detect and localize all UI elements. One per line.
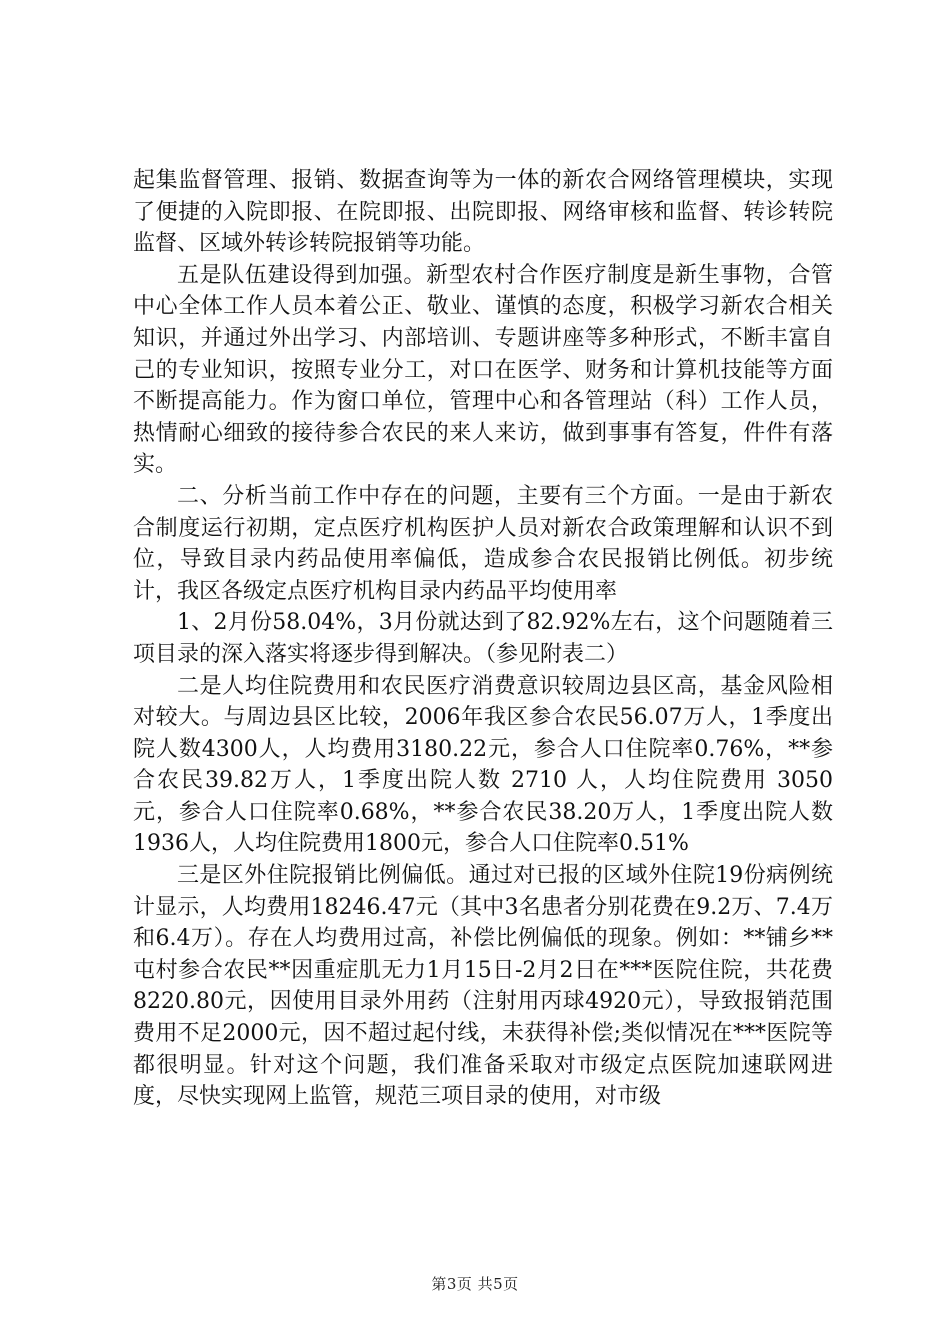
paragraph-hospitalization-cost: 二是人均住院费用和农民医疗消费意识较周边县区高，基金风险相对较大。与周边县区比较，2006年我区参合农民56.07万人，1季度出院人数4300人，人均费用3180.22元，参合人口住院率0.76%，**参合农民39.82万人，1季度出院人数 2710 人，人均住院费用 3050 元，参合人口住院率0.68%，**参合农民38.20万人，1季度出院人数1936人，人均住院费用1800元，参合人口住院率0.51% <box>133 673 833 857</box>
paragraph-team-building: 五是队伍建设得到加强。新型农村合作医疗制度是新生事物，合管中心全体工作人员本着公正、敬业、谨慎的态度，积极学习新农合相关知识，并通过外出学习、内部培训、专题讲座等多种形式，不断丰富自己的专业知识，按照专业分工，对口在医学、财务和计算机技能等方面不断提高能力。作为窗口单位，管理中心和各管理站（科）工作人员，热情耐心细致的接待参合农民的来人来访，做到事事有答复，件件有落实。 <box>133 262 833 478</box>
page-footer: 第3页 共5页 <box>431 1275 519 1293</box>
paragraph-drug-usage-rate: 1、2月份58.04%，3月份就达到了82.92%左右，这个问题随着三项目录的深入落实将逐步得到解决。（参见附表二） <box>133 610 833 667</box>
document-body <box>133 165 833 1113</box>
paragraph-out-of-region-reimbursement: 三是区外住院报销比例偏低。通过对已报的区域外住院19份病例统计显示，人均费用18246.47元（其中3名患者分别花费在9.2万、7.4万和6.4万）。存在人均费用过高，补偿比例偏低的现象。例如：**铺乡**屯村参合农民**因重症肌无力1月15日-2月2日在***医院住院，共花费8220.80元，因使用目录外用药（注射用丙球4920元），导致报销范围费用不足2000元，因不超过起付线，未获得补偿;类似情况在***医院等都很明显。针对这个问题，我们准备采取对市级定点医院加速联网进度，尽快实现网上监管，规范三项目录的使用，对市级 <box>133 863 833 1110</box>
paragraph-network-module: 起集监督管理、报销、数据查询等为一体的新农合网络管理模块，实现了便捷的入院即报、在院即报、出院即报、网络审核和监督、转诊转院监督、区域外转诊转院报销等功能。 <box>133 168 833 257</box>
paragraph-problems-intro: 二、分析当前工作中存在的问题，主要有三个方面。一是由于新农合制度运行初期，定点医疗机构医护人员对新农合政策理解和认识不到位，导致目录内药品使用率偏低，造成参合农民报销比例低。初步统计，我区各级定点医疗机构目录内药品平均使用率 <box>133 483 833 604</box>
